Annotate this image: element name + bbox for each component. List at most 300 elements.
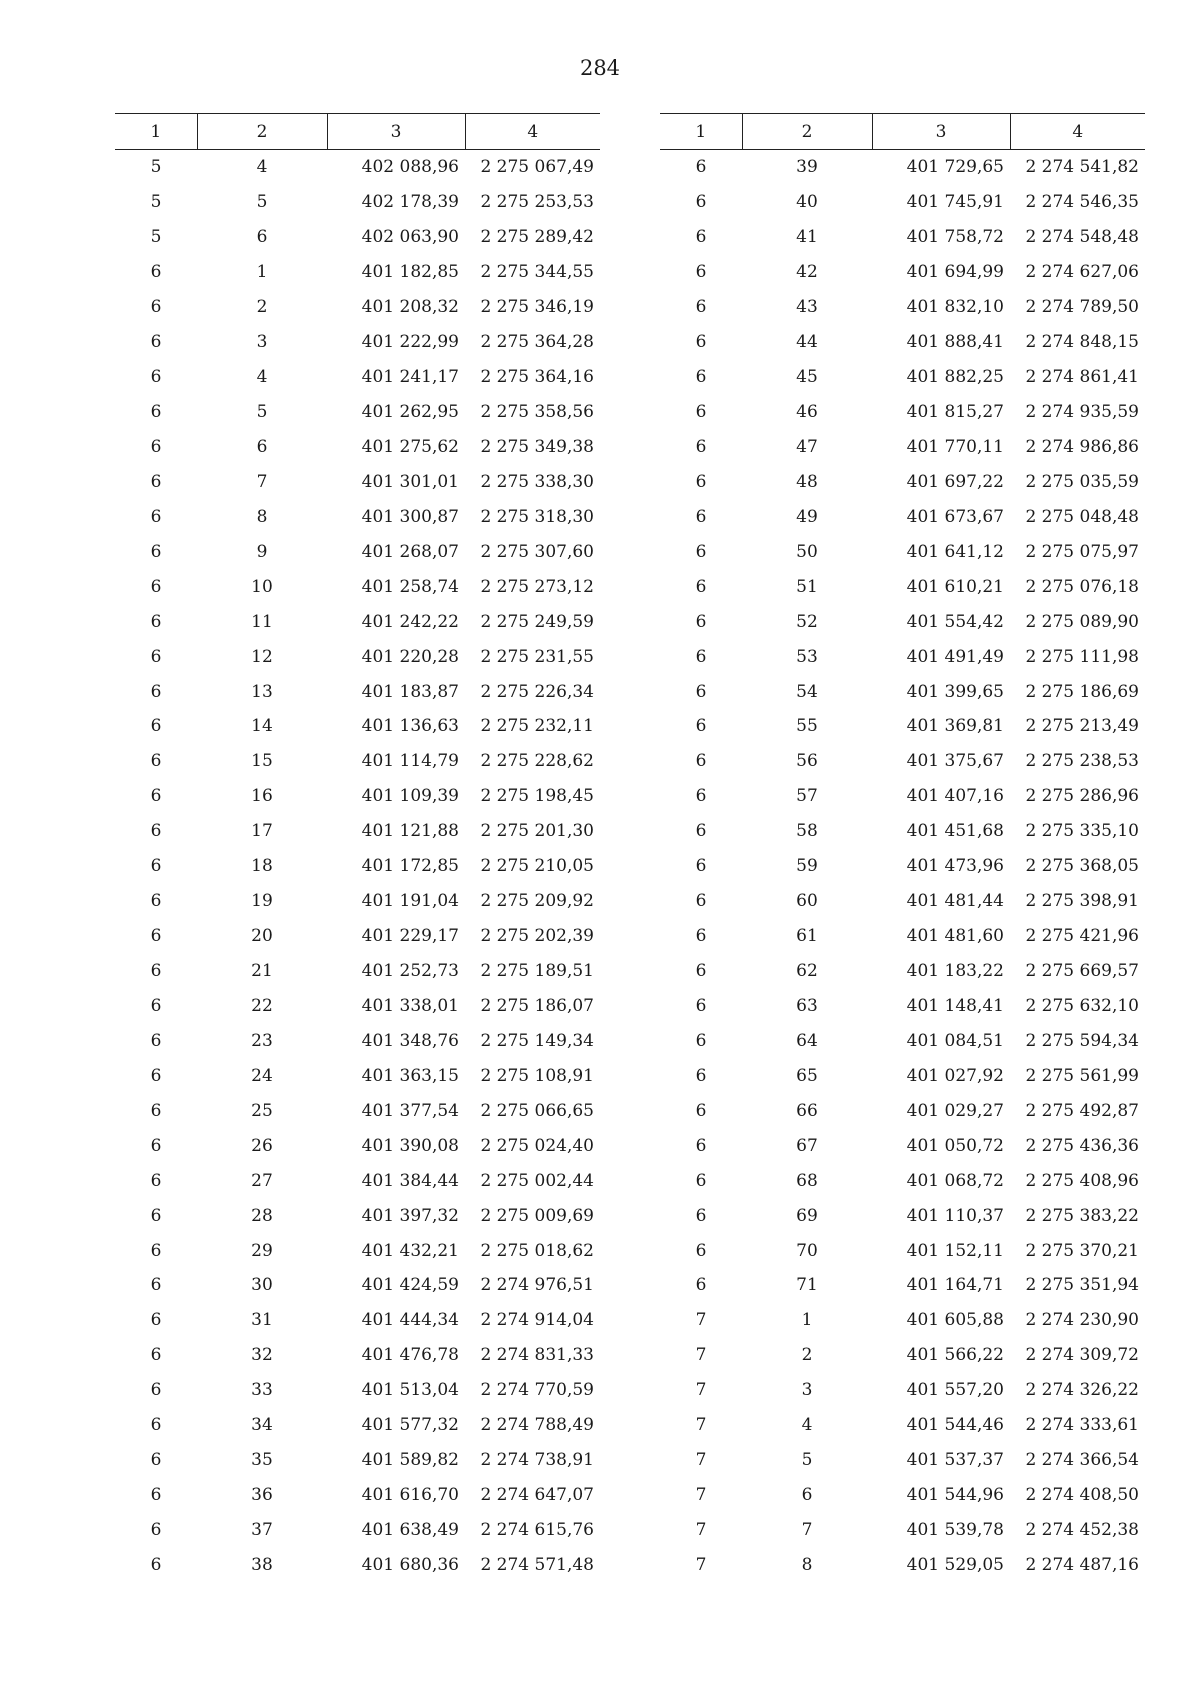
cell-col-3: 401 481,60 [906, 926, 1004, 947]
cell-col-4: 2 275 210,05 [480, 856, 594, 877]
cell-col-2: 57 [796, 786, 818, 807]
cell-col-2: 20 [251, 926, 273, 947]
cell-col-4: 2 275 186,69 [1025, 681, 1139, 702]
cell-col-4: 2 274 548,48 [1025, 227, 1139, 248]
cell-col-2: 7 [801, 1520, 813, 1541]
table-row [660, 1268, 1145, 1303]
table-row [660, 360, 1145, 395]
cell-col-1: 6 [695, 576, 707, 597]
cell-col-4: 2 274 914,04 [480, 1310, 594, 1331]
cell-col-4: 2 275 351,94 [1025, 1275, 1139, 1296]
cell-col-3: 401 529,05 [906, 1554, 1004, 1575]
cell-col-3: 401 399,65 [906, 681, 1004, 702]
cell-col-3: 401 770,11 [906, 436, 1004, 457]
cell-col-2: 6 [256, 436, 268, 457]
cell-col-1: 6 [695, 751, 707, 772]
cell-col-2: 3 [801, 1380, 813, 1401]
cell-col-3: 401 554,42 [906, 611, 1004, 632]
table-row [115, 534, 600, 569]
cell-col-3: 401 164,71 [906, 1275, 1004, 1296]
cell-col-4: 2 274 627,06 [1025, 262, 1139, 283]
table-row [660, 395, 1145, 430]
table-row [660, 464, 1145, 499]
cell-col-3: 401 148,41 [906, 995, 1004, 1016]
table-row [660, 884, 1145, 919]
table-row [115, 849, 600, 884]
table-row [660, 325, 1145, 360]
column-header-4: 4 [465, 114, 600, 150]
cell-col-3: 401 605,88 [906, 1310, 1004, 1331]
cell-col-3: 401 220,28 [361, 646, 459, 667]
table-row [115, 779, 600, 814]
cell-col-3: 401 384,44 [361, 1170, 459, 1191]
cell-col-3: 401 377,54 [361, 1100, 459, 1121]
cell-col-1: 6 [150, 681, 162, 702]
table-row [115, 1548, 600, 1583]
cell-col-2: 4 [801, 1415, 813, 1436]
cell-col-4: 2 275 370,21 [1025, 1240, 1139, 1261]
cell-col-2: 50 [796, 541, 818, 562]
table-row [660, 1373, 1145, 1408]
cell-col-4: 2 275 349,38 [480, 436, 594, 457]
cell-col-2: 32 [251, 1345, 273, 1366]
cell-col-2: 12 [251, 646, 273, 667]
table-row [115, 360, 600, 395]
cell-col-1: 6 [150, 821, 162, 842]
cell-col-4: 2 275 383,22 [1025, 1205, 1139, 1226]
cell-col-1: 6 [150, 297, 162, 318]
cell-col-4: 2 275 364,28 [480, 332, 594, 353]
table-row [660, 1443, 1145, 1478]
cell-col-4: 2 274 546,35 [1025, 192, 1139, 213]
cell-col-3: 401 258,74 [361, 576, 459, 597]
cell-col-4: 2 275 149,34 [480, 1030, 594, 1051]
cell-col-2: 18 [251, 856, 273, 877]
cell-col-2: 24 [251, 1065, 273, 1086]
cell-col-3: 401 616,70 [361, 1485, 459, 1506]
cell-col-3: 401 566,22 [906, 1345, 1004, 1366]
cell-col-3: 401 242,22 [361, 611, 459, 632]
cell-col-2: 34 [251, 1415, 273, 1436]
cell-col-1: 6 [695, 961, 707, 982]
cell-col-4: 2 275 201,30 [480, 821, 594, 842]
cell-col-1: 6 [150, 436, 162, 457]
cell-col-3: 401 229,17 [361, 926, 459, 947]
cell-col-4: 2 275 067,49 [480, 157, 594, 178]
cell-col-2: 62 [796, 961, 818, 982]
cell-col-4: 2 275 209,92 [480, 891, 594, 912]
cell-col-1: 6 [150, 262, 162, 283]
cell-col-1: 6 [150, 716, 162, 737]
cell-col-1: 6 [150, 1520, 162, 1541]
cell-col-1: 6 [150, 1065, 162, 1086]
cell-col-4: 2 274 789,50 [1025, 297, 1139, 318]
cell-col-4: 2 274 541,82 [1025, 157, 1139, 178]
cell-col-3: 401 084,51 [906, 1030, 1004, 1051]
cell-col-3: 401 481,44 [906, 891, 1004, 912]
cell-col-1: 6 [695, 1205, 707, 1226]
cell-col-4: 2 275 249,59 [480, 611, 594, 632]
cell-col-1: 6 [695, 192, 707, 213]
table-row [115, 1443, 600, 1478]
cell-col-4: 2 275 632,10 [1025, 995, 1139, 1016]
cell-col-1: 6 [695, 716, 707, 737]
cell-col-3: 401 513,04 [361, 1380, 459, 1401]
cell-col-3: 401 680,36 [361, 1554, 459, 1575]
cell-col-3: 401 832,10 [906, 297, 1004, 318]
cell-col-4: 2 275 018,62 [480, 1240, 594, 1261]
cell-col-2: 55 [796, 716, 818, 737]
cell-col-2: 47 [796, 436, 818, 457]
cell-col-1: 6 [150, 1030, 162, 1051]
cell-col-2: 28 [251, 1205, 273, 1226]
cell-col-3: 401 252,73 [361, 961, 459, 982]
cell-col-4: 2 275 289,42 [480, 227, 594, 248]
table-row [115, 395, 600, 430]
cell-col-3: 401 029,27 [906, 1100, 1004, 1121]
table-row [115, 1163, 600, 1198]
cell-col-2: 2 [256, 297, 268, 318]
table-row [115, 814, 600, 849]
table-row [660, 639, 1145, 674]
cell-col-3: 401 050,72 [906, 1135, 1004, 1156]
cell-col-4: 2 274 986,86 [1025, 436, 1139, 457]
cell-col-2: 46 [796, 402, 818, 423]
cell-col-4: 2 275 561,99 [1025, 1065, 1139, 1086]
cell-col-1: 6 [150, 1135, 162, 1156]
table-row [115, 1023, 600, 1058]
cell-col-3: 401 557,20 [906, 1380, 1004, 1401]
cell-col-2: 37 [251, 1520, 273, 1541]
cell-col-4: 2 275 346,19 [480, 297, 594, 318]
cell-col-3: 401 473,96 [906, 856, 1004, 877]
cell-col-4: 2 275 421,96 [1025, 926, 1139, 947]
table-row [115, 220, 600, 255]
cell-col-1: 6 [150, 1450, 162, 1471]
cell-col-2: 64 [796, 1030, 818, 1051]
table-row [660, 1093, 1145, 1128]
table-row [115, 1268, 600, 1303]
cell-col-3: 401 694,99 [906, 262, 1004, 283]
cell-col-1: 6 [695, 995, 707, 1016]
cell-col-1: 6 [150, 1205, 162, 1226]
cell-col-3: 401 136,63 [361, 716, 459, 737]
cell-col-2: 15 [251, 751, 273, 772]
cell-col-2: 31 [251, 1310, 273, 1331]
cell-col-2: 35 [251, 1450, 273, 1471]
table-row [115, 290, 600, 325]
cell-col-3: 401 109,39 [361, 786, 459, 807]
cell-col-1: 5 [150, 157, 162, 178]
cell-col-4: 2 275 669,57 [1025, 961, 1139, 982]
cell-col-2: 5 [256, 402, 268, 423]
cell-col-1: 6 [695, 646, 707, 667]
table-row [660, 1163, 1145, 1198]
cell-col-3: 401 641,12 [906, 541, 1004, 562]
table-row [115, 569, 600, 604]
cell-col-4: 2 274 366,54 [1025, 1450, 1139, 1471]
cell-col-3: 402 178,39 [361, 192, 459, 213]
cell-col-2: 65 [796, 1065, 818, 1086]
table-row [660, 1128, 1145, 1163]
cell-col-2: 21 [251, 961, 273, 982]
cell-col-3: 401 241,17 [361, 367, 459, 388]
cell-col-2: 7 [256, 471, 268, 492]
cell-col-4: 2 275 398,91 [1025, 891, 1139, 912]
cell-col-1: 6 [695, 786, 707, 807]
cell-col-2: 52 [796, 611, 818, 632]
table-row [660, 1548, 1145, 1583]
cell-col-3: 401 172,85 [361, 856, 459, 877]
cell-col-2: 56 [796, 751, 818, 772]
cell-col-3: 401 369,81 [906, 716, 1004, 737]
column-header-1: 1 [115, 114, 197, 150]
cell-col-1: 7 [695, 1415, 707, 1436]
table-row [660, 1513, 1145, 1548]
cell-col-4: 2 275 368,05 [1025, 856, 1139, 877]
table-row [115, 1513, 600, 1548]
table-row [115, 499, 600, 534]
table-row [660, 954, 1145, 989]
cell-col-3: 401 539,78 [906, 1520, 1004, 1541]
table-row [115, 744, 600, 779]
table-row [115, 1303, 600, 1338]
cell-col-2: 6 [801, 1485, 813, 1506]
table-row [660, 1303, 1145, 1338]
cell-col-4: 2 275 035,59 [1025, 471, 1139, 492]
cell-col-4: 2 275 238,53 [1025, 751, 1139, 772]
cell-col-2: 49 [796, 506, 818, 527]
cell-col-2: 9 [256, 541, 268, 562]
table-row [660, 1233, 1145, 1268]
cell-col-2: 26 [251, 1135, 273, 1156]
cell-col-1: 6 [150, 1310, 162, 1331]
column-header-4: 4 [1010, 114, 1145, 150]
table-row [660, 1408, 1145, 1443]
cell-col-1: 6 [150, 1275, 162, 1296]
cell-col-3: 401 390,08 [361, 1135, 459, 1156]
cell-col-2: 41 [796, 227, 818, 248]
cell-col-2: 13 [251, 681, 273, 702]
cell-col-2: 30 [251, 1275, 273, 1296]
table-row [115, 1233, 600, 1268]
cell-col-1: 5 [150, 192, 162, 213]
table-row [660, 499, 1145, 534]
cell-col-4: 2 274 230,90 [1025, 1310, 1139, 1331]
cell-col-2: 14 [251, 716, 273, 737]
cell-col-2: 54 [796, 681, 818, 702]
column-header-3: 3 [327, 114, 465, 150]
cell-col-2: 61 [796, 926, 818, 947]
cell-col-4: 2 275 066,65 [480, 1100, 594, 1121]
cell-col-3: 401 758,72 [906, 227, 1004, 248]
cell-col-4: 2 275 198,45 [480, 786, 594, 807]
cell-col-1: 6 [150, 751, 162, 772]
cell-col-1: 6 [695, 891, 707, 912]
table-row [115, 1408, 600, 1443]
table-row [115, 1373, 600, 1408]
cell-col-4: 2 275 307,60 [480, 541, 594, 562]
cell-col-1: 6 [695, 681, 707, 702]
table-row [660, 604, 1145, 639]
cell-col-2: 23 [251, 1030, 273, 1051]
cell-col-2: 36 [251, 1485, 273, 1506]
table-row [660, 674, 1145, 709]
cell-col-3: 401 397,32 [361, 1205, 459, 1226]
cell-col-2: 40 [796, 192, 818, 213]
cell-col-2: 33 [251, 1380, 273, 1401]
cell-col-4: 2 275 344,55 [480, 262, 594, 283]
cell-col-1: 7 [695, 1345, 707, 1366]
cell-col-3: 401 673,67 [906, 506, 1004, 527]
cell-col-3: 401 451,68 [906, 821, 1004, 842]
cell-col-3: 401 348,76 [361, 1030, 459, 1051]
table-row [115, 1478, 600, 1513]
cell-col-2: 59 [796, 856, 818, 877]
column-header-1: 1 [660, 114, 742, 150]
cell-col-1: 6 [695, 821, 707, 842]
cell-col-3: 401 589,82 [361, 1450, 459, 1471]
cell-col-4: 2 275 189,51 [480, 961, 594, 982]
cell-col-1: 6 [150, 1380, 162, 1401]
page-number: 284 [579, 56, 621, 80]
cell-col-2: 44 [796, 332, 818, 353]
cell-col-1: 6 [150, 611, 162, 632]
cell-col-4: 2 275 089,90 [1025, 611, 1139, 632]
cell-col-2: 5 [256, 192, 268, 213]
table-row [115, 1198, 600, 1233]
table-row [115, 185, 600, 220]
cell-col-4: 2 274 788,49 [480, 1415, 594, 1436]
table-row [660, 290, 1145, 325]
cell-col-3: 401 208,32 [361, 297, 459, 318]
cell-col-1: 6 [695, 471, 707, 492]
cell-col-3: 401 577,32 [361, 1415, 459, 1436]
cell-col-2: 27 [251, 1170, 273, 1191]
cell-col-4: 2 274 408,50 [1025, 1485, 1139, 1506]
cell-col-4: 2 274 848,15 [1025, 332, 1139, 353]
cell-col-3: 401 262,95 [361, 402, 459, 423]
cell-col-4: 2 274 738,91 [480, 1450, 594, 1471]
cell-col-1: 6 [150, 891, 162, 912]
cell-col-1: 7 [695, 1450, 707, 1471]
cell-col-2: 68 [796, 1170, 818, 1191]
cell-col-1: 6 [695, 297, 707, 318]
cell-col-4: 2 275 492,87 [1025, 1100, 1139, 1121]
cell-col-4: 2 275 338,30 [480, 471, 594, 492]
table-row [115, 464, 600, 499]
cell-col-3: 401 114,79 [361, 751, 459, 772]
table-row [660, 150, 1145, 185]
cell-col-2: 22 [251, 995, 273, 1016]
cell-col-3: 401 121,88 [361, 821, 459, 842]
cell-col-4: 2 275 202,39 [480, 926, 594, 947]
cell-col-3: 401 729,65 [906, 157, 1004, 178]
cell-col-4: 2 275 024,40 [480, 1135, 594, 1156]
cell-col-4: 2 275 186,07 [480, 995, 594, 1016]
cell-col-1: 6 [150, 961, 162, 982]
cell-col-2: 39 [796, 157, 818, 178]
cell-col-4: 2 275 228,62 [480, 751, 594, 772]
cell-col-2: 70 [796, 1240, 818, 1261]
cell-col-2: 42 [796, 262, 818, 283]
cell-col-2: 17 [251, 821, 273, 842]
table-row [660, 744, 1145, 779]
table-row [115, 989, 600, 1024]
cell-col-1: 6 [150, 471, 162, 492]
cell-col-1: 6 [150, 402, 162, 423]
cell-col-3: 401 300,87 [361, 506, 459, 527]
cell-col-3: 401 275,62 [361, 436, 459, 457]
cell-col-1: 7 [695, 1310, 707, 1331]
table-row [660, 814, 1145, 849]
cell-col-3: 401 222,99 [361, 332, 459, 353]
cell-col-4: 2 275 286,96 [1025, 786, 1139, 807]
cell-col-3: 401 476,78 [361, 1345, 459, 1366]
cell-col-1: 6 [150, 646, 162, 667]
cell-col-2: 38 [251, 1554, 273, 1575]
cell-col-4: 2 274 770,59 [480, 1380, 594, 1401]
cell-col-4: 2 275 594,34 [1025, 1030, 1139, 1051]
cell-col-2: 60 [796, 891, 818, 912]
cell-col-3: 401 882,25 [906, 367, 1004, 388]
cell-col-3: 401 375,67 [906, 751, 1004, 772]
cell-col-1: 6 [150, 332, 162, 353]
cell-col-1: 6 [150, 506, 162, 527]
cell-col-4: 2 275 253,53 [480, 192, 594, 213]
cell-col-1: 6 [150, 995, 162, 1016]
cell-col-1: 6 [695, 227, 707, 248]
cell-col-4: 2 274 615,76 [480, 1520, 594, 1541]
cell-col-1: 6 [150, 1240, 162, 1261]
cell-col-4: 2 275 436,36 [1025, 1135, 1139, 1156]
cell-col-4: 2 275 335,10 [1025, 821, 1139, 842]
cell-col-1: 6 [150, 786, 162, 807]
table-row [115, 325, 600, 360]
cell-col-3: 401 432,21 [361, 1240, 459, 1261]
cell-col-4: 2 274 452,38 [1025, 1520, 1139, 1541]
table-row [660, 430, 1145, 465]
cell-col-3: 401 068,72 [906, 1170, 1004, 1191]
cell-col-1: 6 [150, 367, 162, 388]
table-row [660, 709, 1145, 744]
header-row [660, 114, 1145, 150]
cell-col-1: 6 [150, 926, 162, 947]
cell-col-1: 6 [695, 402, 707, 423]
cell-col-2: 43 [796, 297, 818, 318]
cell-col-4: 2 275 075,97 [1025, 541, 1139, 562]
cell-col-4: 2 274 333,61 [1025, 1415, 1139, 1436]
cell-col-2: 1 [256, 262, 268, 283]
cell-col-1: 6 [695, 1240, 707, 1261]
cell-col-1: 6 [695, 436, 707, 457]
cell-col-4: 2 274 487,16 [1025, 1554, 1139, 1575]
table-row [660, 989, 1145, 1024]
table-row [660, 849, 1145, 884]
cell-col-3: 401 407,16 [906, 786, 1004, 807]
cell-col-1: 7 [695, 1520, 707, 1541]
cell-col-1: 7 [695, 1485, 707, 1506]
cell-col-2: 8 [801, 1554, 813, 1575]
cell-col-3: 402 063,90 [361, 227, 459, 248]
cell-col-3: 401 815,27 [906, 402, 1004, 423]
cell-col-1: 6 [150, 1415, 162, 1436]
table-row [115, 954, 600, 989]
table-row [660, 1198, 1145, 1233]
cell-col-1: 6 [695, 1030, 707, 1051]
cell-col-2: 29 [251, 1240, 273, 1261]
cell-col-4: 2 274 831,33 [480, 1345, 594, 1366]
